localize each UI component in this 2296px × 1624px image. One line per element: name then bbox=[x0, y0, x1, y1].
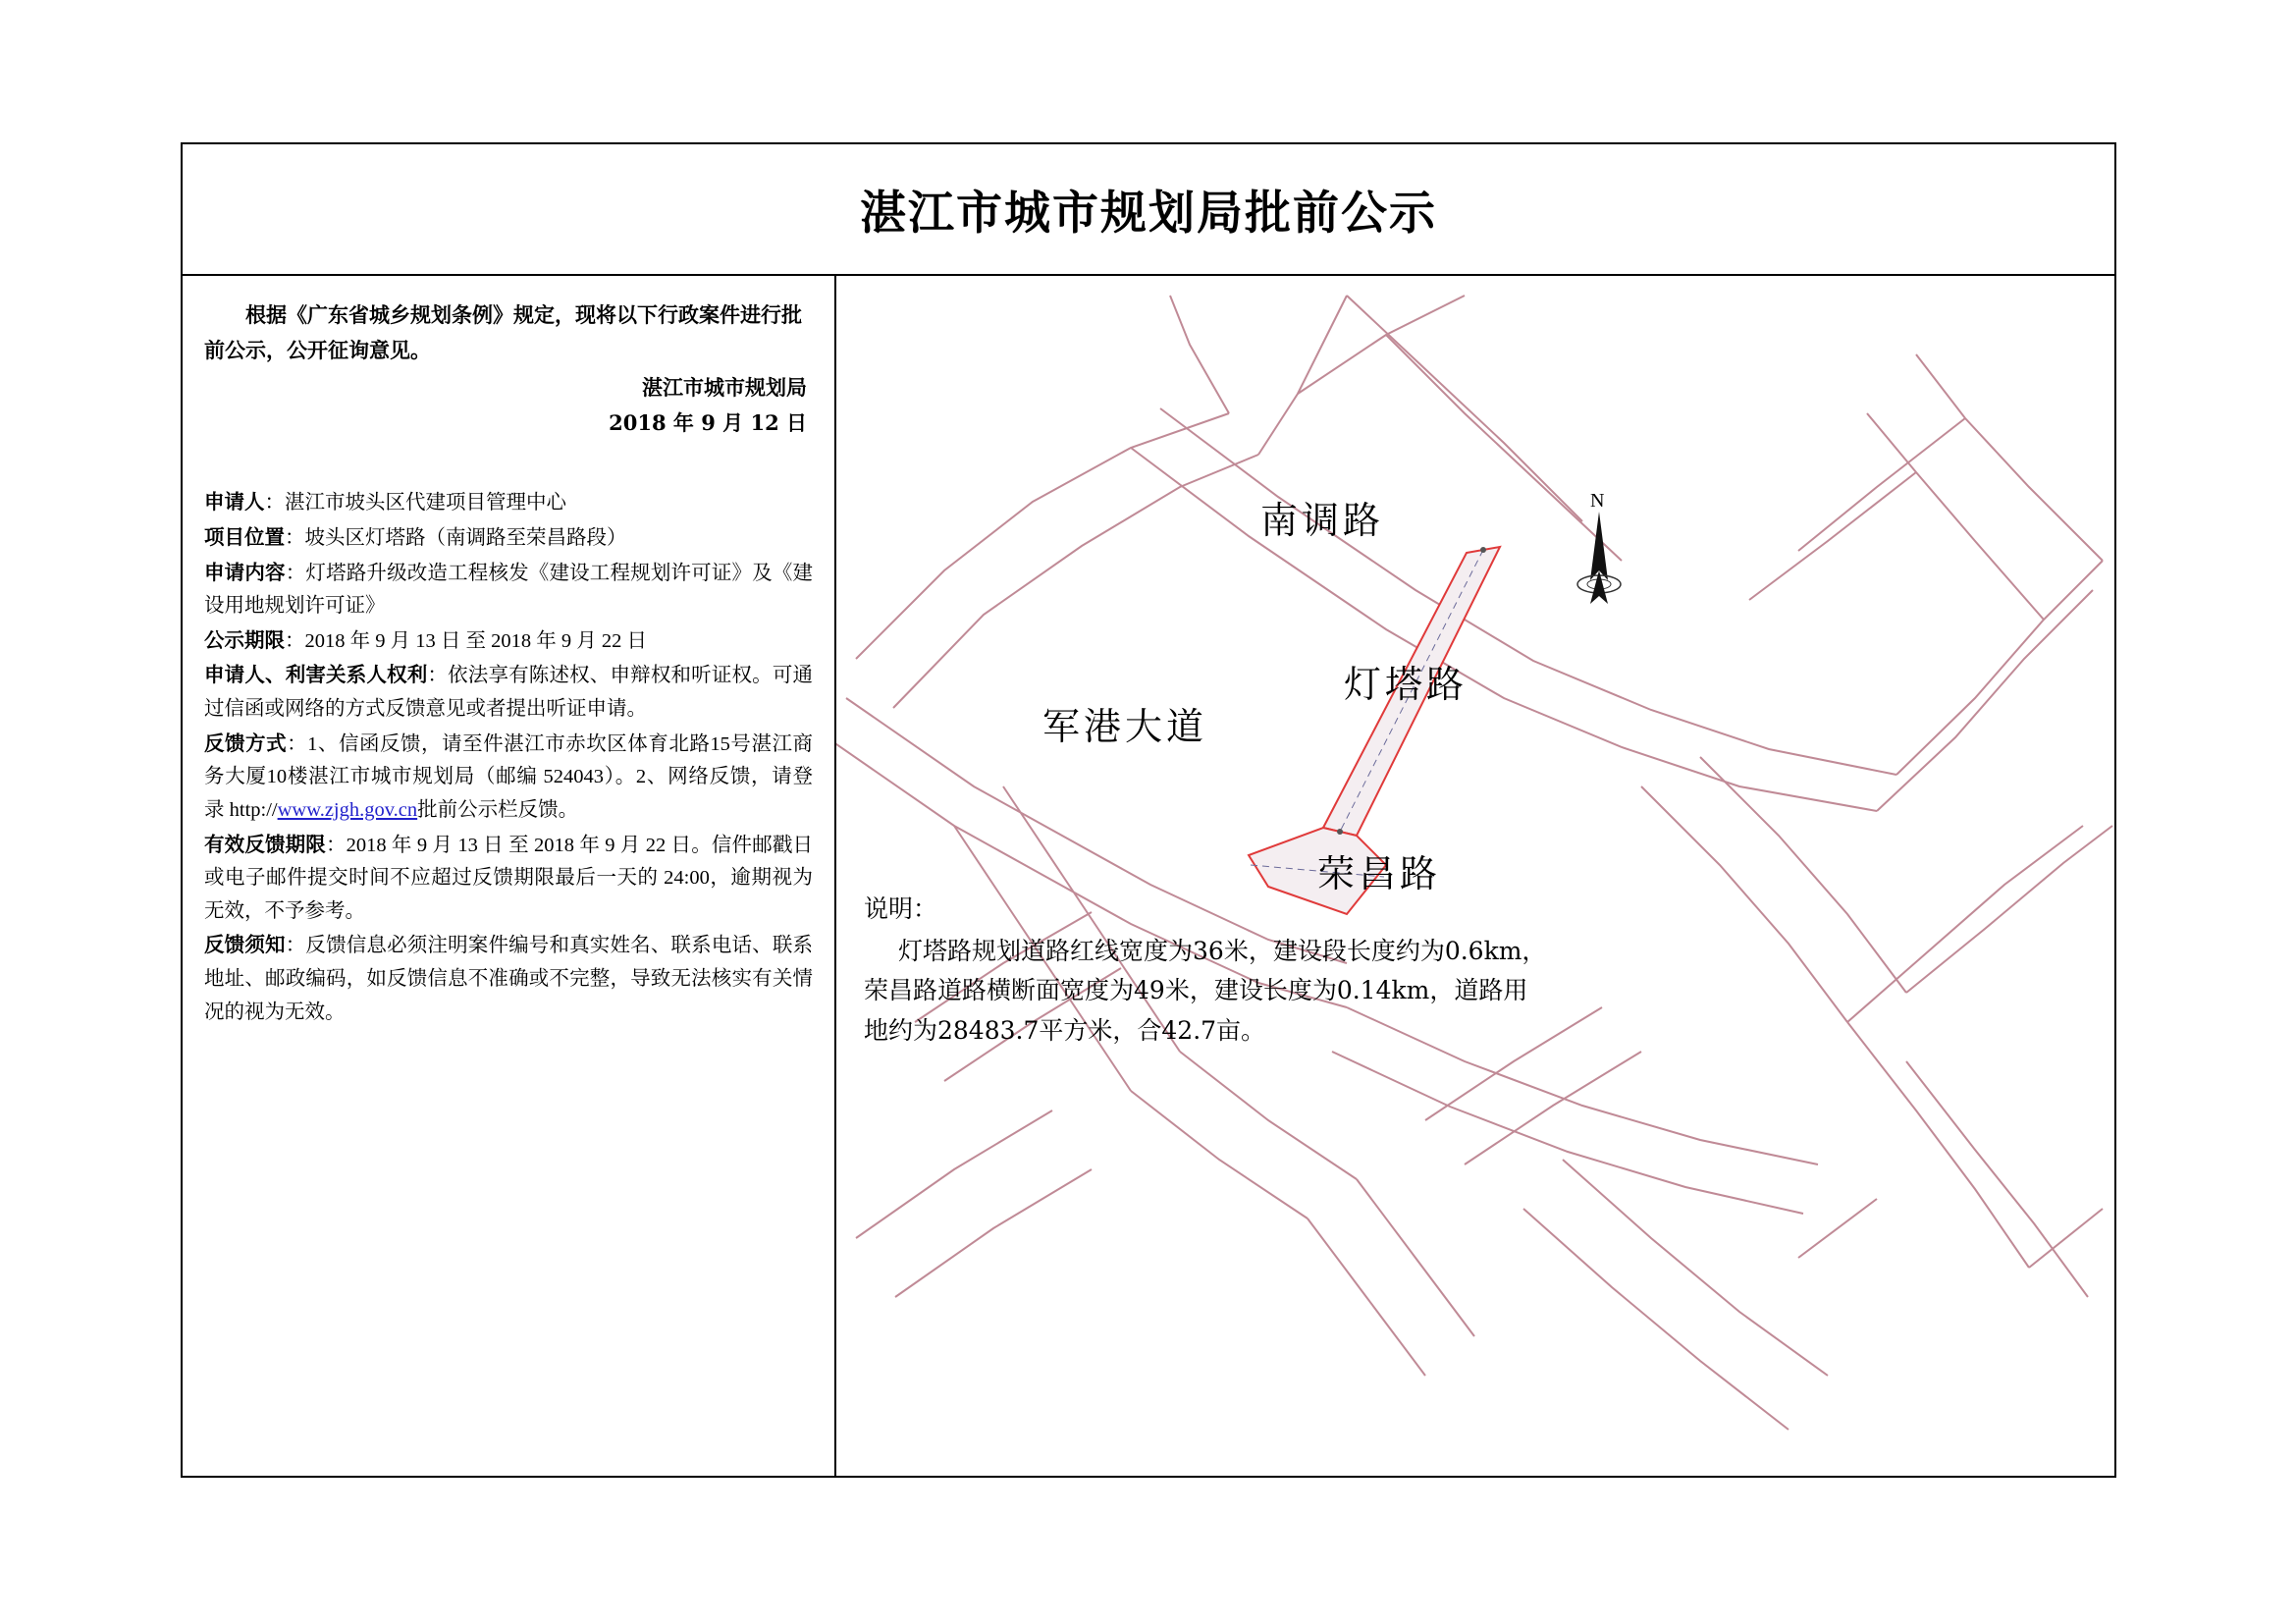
map-note bbox=[864, 890, 1551, 1051]
compass-rose-icon bbox=[1565, 490, 1633, 626]
issuer-line: 湛江市城市规划局 bbox=[642, 375, 807, 401]
intro-paragraph: 根据《广东省城乡规划条例》规定，现将以下行政案件进行批前公示，公开征询意见。 bbox=[204, 302, 802, 363]
field-feedback-method bbox=[204, 728, 813, 828]
field-separator: ： bbox=[285, 527, 305, 550]
field-feedback-notice bbox=[204, 929, 813, 1029]
field-value: 1、信函反馈，请至件湛江市赤坎区体育北路15号湛江商务大厦10楼湛江市城市规划局（邮编 524043）。2、网络反馈，请登录 http:// bbox=[204, 732, 814, 821]
field-value: 反馈信息必须注明案件编号和真实姓名、联系电话、联系地址、邮政编码，如反馈信息不准确或不完整，导致无法核实有关情况的视为无效。 bbox=[204, 935, 814, 1023]
map-label-dengta-road: 灯塔路 bbox=[1344, 663, 1468, 706]
field-value: 湛江市坡头区代建项目管理中心 bbox=[285, 492, 566, 514]
field-application-content bbox=[204, 557, 813, 623]
field-separator: ： bbox=[285, 935, 306, 957]
feedback-url-link[interactable]: www.zjgh.gov.cn bbox=[277, 798, 418, 821]
spacer bbox=[204, 441, 813, 486]
field-label: 反馈方式 bbox=[204, 731, 288, 755]
field-project-location bbox=[204, 521, 813, 556]
field-applicant bbox=[204, 486, 813, 520]
field-value: 2018 年 9 月 13 日 至 2018 年 9 月 22 日。信件邮戳日或电子邮件提交时间不应超过反馈期限最后一天的 24:00，逾期视为无效，不予参考。 bbox=[204, 834, 814, 922]
field-separator: ： bbox=[285, 562, 306, 584]
field-separator: ： bbox=[285, 629, 305, 652]
map-drawing bbox=[836, 276, 2114, 1476]
feedback-url-suffix: 批前公示栏反馈。 bbox=[417, 798, 579, 821]
field-separator: ： bbox=[264, 492, 285, 514]
field-label: 反馈须知 bbox=[204, 933, 286, 957]
map-label-nandiao-road: 南调路 bbox=[1260, 499, 1385, 542]
map-label-junjiang-avenue: 军港大道 bbox=[1042, 705, 1208, 748]
map-note-body: 灯塔路规划道路红线宽度为36米，建设段长度约为0.6km，荣昌路道路横断面宽度为49米，建设长度为0.14km，道路用地约为28483.7平方米，合42.7亩。 bbox=[864, 936, 1547, 1045]
page-title: 湛江市城市规划局批前公示 bbox=[860, 186, 1437, 241]
map-note-title: 说明： bbox=[864, 894, 938, 923]
field-separator: ： bbox=[427, 665, 449, 687]
field-rights bbox=[204, 659, 813, 726]
site-plan-map bbox=[836, 276, 2114, 1476]
public-notice-sheet bbox=[181, 142, 2116, 1478]
field-value: 坡头区灯塔路（南调路至荣昌路段） bbox=[304, 527, 627, 550]
field-label: 项目位置 bbox=[204, 525, 285, 550]
field-value: 依法享有陈述权、申辩权和听证权。可通过信函或网络的方式反馈意见或者提出听证申请。 bbox=[204, 665, 814, 721]
field-separator: ： bbox=[325, 834, 347, 856]
map-label-rongchang-road: 荣昌路 bbox=[1317, 852, 1442, 895]
field-publicity-period bbox=[204, 624, 813, 659]
content-row bbox=[183, 276, 2114, 1476]
map-column bbox=[836, 276, 2114, 1476]
title-bar bbox=[183, 144, 2114, 276]
issue-date: 2018 年 9 月 12 日 bbox=[609, 410, 807, 436]
field-label: 公示期限 bbox=[204, 627, 285, 652]
compass-north-label: N bbox=[1590, 490, 1605, 512]
notice-text-column bbox=[183, 276, 836, 1476]
field-separator: ： bbox=[287, 732, 308, 755]
field-value: 灯塔路升级改造工程核发《建设工程规划许可证》及《建设用地规划许可证》 bbox=[204, 562, 814, 618]
field-label: 有效反馈期限 bbox=[204, 832, 326, 856]
field-label: 申请人、利害关系人权利 bbox=[204, 663, 428, 687]
field-label: 申请内容 bbox=[204, 560, 286, 584]
field-label: 申请人 bbox=[204, 490, 265, 514]
field-value: 2018 年 9 月 13 日 至 2018 年 9 月 22 日 bbox=[304, 629, 647, 652]
field-valid-feedback-period bbox=[204, 829, 813, 929]
